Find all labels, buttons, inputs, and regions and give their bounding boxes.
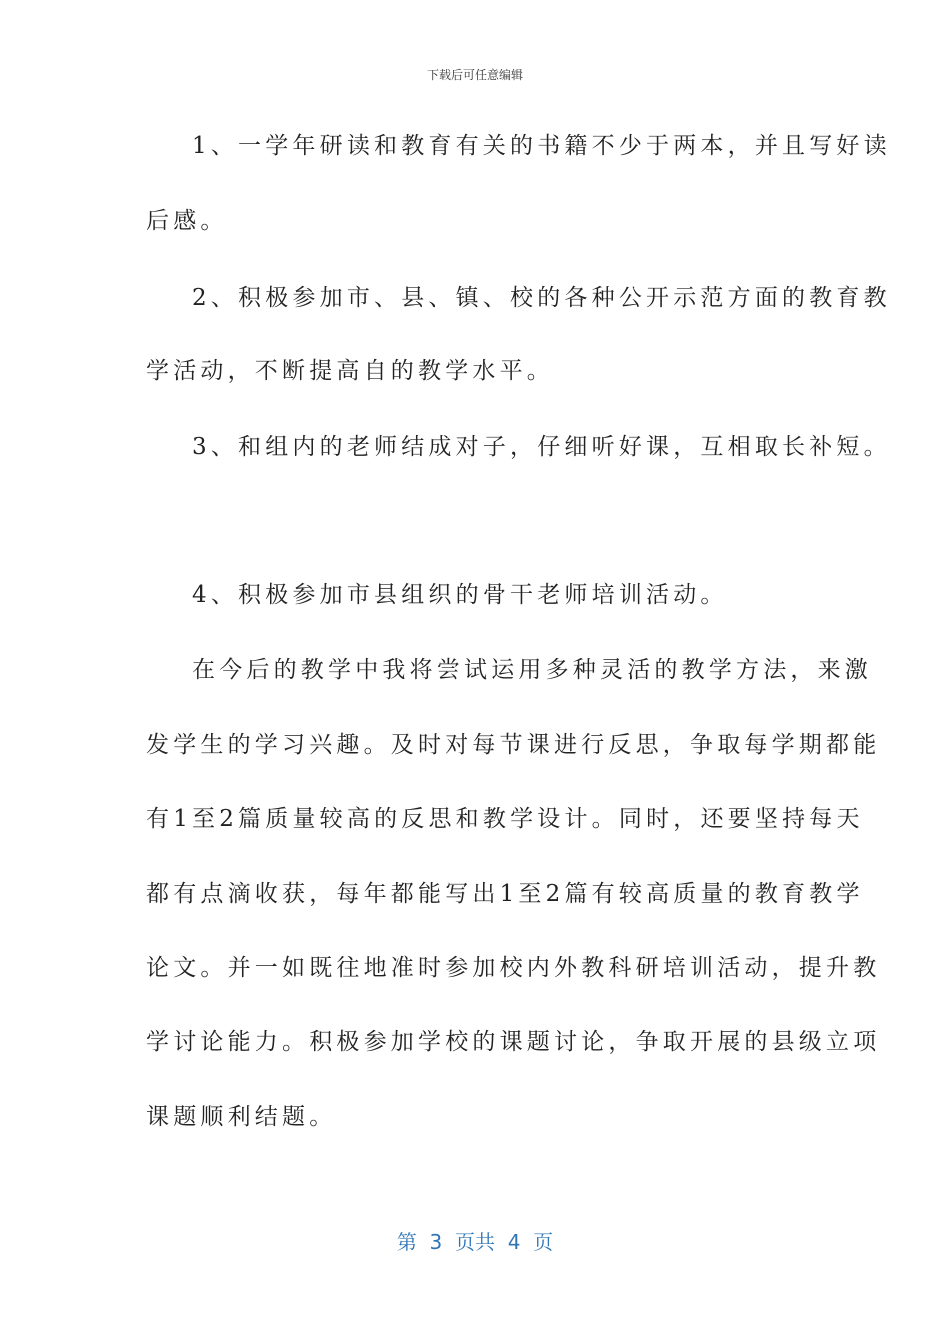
paragraph-line: 发学生的学习兴趣。及时对每节课进行反思，争取每学期都能 bbox=[146, 732, 881, 758]
paragraph-line: 在今后的教学中我将尝试运用多种灵活的教学方法，来激 bbox=[192, 657, 872, 683]
paragraph-line: 2、积极参加市、县、镇、校的各种公开示范方面的教育教 bbox=[192, 285, 891, 311]
paragraph-line: 学活动，不断提高自的教学水平。 bbox=[146, 358, 554, 384]
paragraph-line: 课题顺利结题。 bbox=[146, 1104, 337, 1130]
paragraph-line: 有1至2篇质量较高的反思和教学设计。同时，还要坚持每天 bbox=[146, 806, 864, 832]
paragraph-line: 论文。并一如既往地准时参加校内外教科研培训活动，提升教 bbox=[146, 955, 881, 981]
paragraph-line: 学讨论能力。积极参加学校的课题讨论，争取开展的县级立项 bbox=[146, 1029, 881, 1055]
paragraph-line: 3、和组内的老师结成对子，仔细听好课，互相取长补短。 bbox=[192, 434, 891, 460]
paragraph-line: 都有点滴收获，每年都能写出1至2篇有较高质量的教育教学 bbox=[146, 881, 864, 907]
header-note: 下载后可任意编辑 bbox=[426, 68, 523, 82]
paragraph-line: 后感。 bbox=[146, 208, 228, 234]
paragraph-line: 1、一学年研读和教育有关的书籍不少于两本，并且写好读 bbox=[192, 133, 891, 159]
paragraph-line: 4、积极参加市县组织的骨干老师培训活动。 bbox=[192, 582, 728, 608]
page-number-footer: 第 3 页共 4 页 bbox=[396, 1230, 554, 1254]
